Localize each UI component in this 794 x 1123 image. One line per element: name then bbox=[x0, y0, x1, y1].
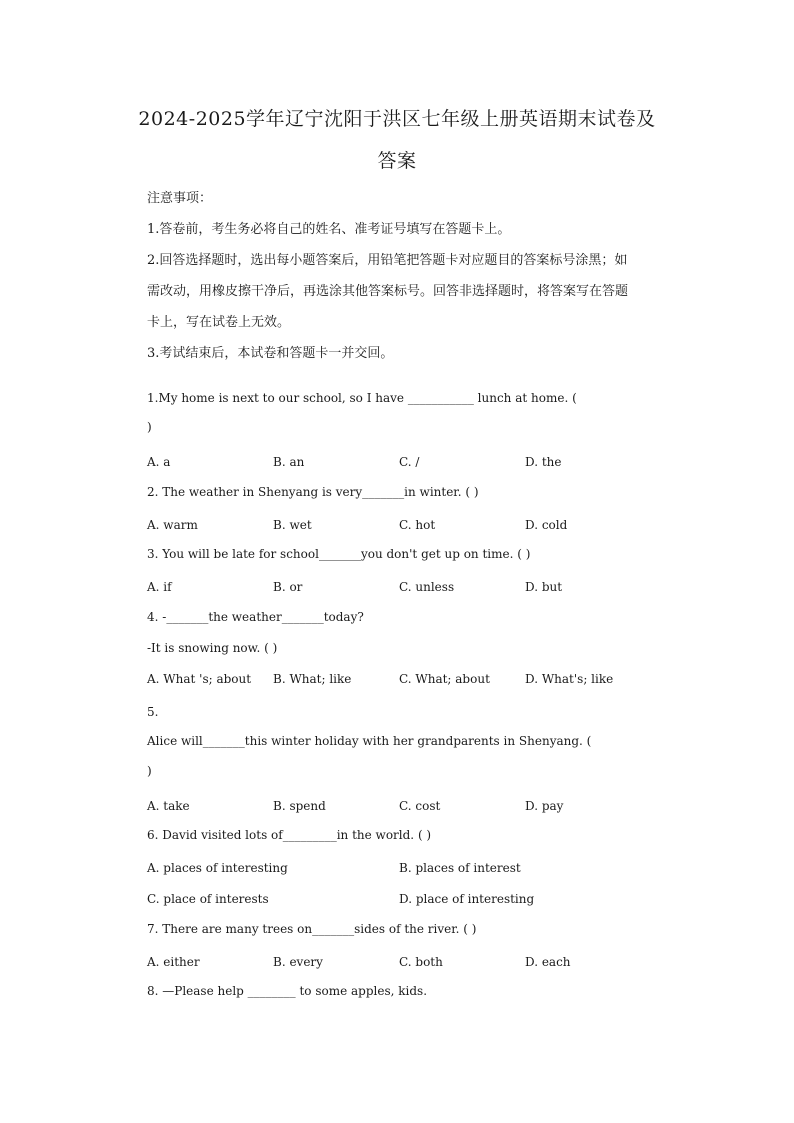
question-5-option-b: B. spend bbox=[273, 799, 326, 813]
question-3-stem: 3. You will be late for school_______you don't get up on time. ( ) bbox=[147, 547, 531, 561]
question-7-option-c: C. both bbox=[399, 955, 443, 969]
notes-item-1: 1.答卷前，考生务必将自己的姓名、准考证号填写在答题卡上。 bbox=[147, 222, 511, 237]
question-7-option-d: D. each bbox=[525, 955, 571, 969]
question-1-option-b: B. an bbox=[273, 455, 305, 469]
notes-item-2-line-2: 需改动，用橡皮擦干净后，再选涂其他答案标号。回答非选择题时，将答案写在答题 bbox=[147, 284, 629, 299]
notes-item-2-line-1: 2.回答选择题时，选出每小题答案后，用铅笔把答题卡对应题目的答案标号涂黑；如 bbox=[147, 253, 628, 268]
question-1-stem: 1.My home is next to our school, so I have ___________ lunch at home. ( bbox=[147, 391, 577, 405]
question-2-option-b: B. wet bbox=[273, 518, 312, 532]
question-6-option-c: C. place of interests bbox=[147, 892, 269, 906]
question-3-option-c: C. unless bbox=[399, 580, 455, 594]
question-4-option-b: B. What; like bbox=[273, 672, 352, 686]
notes-item-3: 3.考试结束后，本试卷和答题卡一并交回。 bbox=[147, 346, 394, 361]
question-6-option-b: B. places of interest bbox=[399, 861, 521, 875]
question-6-option-a: A. places of interesting bbox=[147, 861, 288, 875]
question-4-reply: -It is snowing now. ( ) bbox=[147, 641, 278, 655]
question-4-option-a: A. What 's; about bbox=[147, 672, 252, 686]
notes-heading: 注意事项： bbox=[147, 191, 213, 206]
question-7-option-a: A. either bbox=[147, 955, 200, 969]
question-2-option-d: D. cold bbox=[525, 518, 568, 532]
question-6-stem: 6. David visited lots of_________in the world. ( ) bbox=[147, 828, 432, 842]
question-3-option-a: A. if bbox=[147, 580, 172, 594]
question-2-option-c: C. hot bbox=[399, 518, 436, 532]
question-2-stem: 2. The weather in Shenyang is very_______in winter. ( ) bbox=[147, 485, 479, 499]
notes-item-2-line-3: 卡上，写在试卷上无效。 bbox=[147, 315, 291, 330]
question-4-option-c: C. What; about bbox=[399, 672, 490, 686]
document-title-line-2: 答案 bbox=[377, 150, 417, 172]
question-3-option-d: D. but bbox=[525, 580, 563, 594]
question-5-number: 5. bbox=[147, 705, 159, 719]
question-1-option-c: C. / bbox=[399, 455, 420, 469]
document-title-line-1: 2024-2025学年辽宁沈阳于洪区七年级上册英语期末试卷及 bbox=[138, 108, 656, 130]
question-5-stem-cont: ) bbox=[147, 764, 152, 778]
question-5-option-a: A. take bbox=[147, 799, 190, 813]
question-4-option-d: D. What's; like bbox=[525, 672, 614, 686]
question-2-option-a: A. warm bbox=[147, 518, 198, 532]
question-7-stem: 7. There are many trees on_______sides of the river. ( ) bbox=[147, 922, 477, 936]
question-5-option-c: C. cost bbox=[399, 799, 441, 813]
question-4-stem: 4. -_______the weather_______today? bbox=[147, 610, 364, 624]
question-5-stem: Alice will_______this winter holiday with her grandparents in Shenyang. ( bbox=[147, 734, 592, 748]
question-1-option-a: A. a bbox=[147, 455, 171, 469]
question-1-stem-cont: ) bbox=[147, 420, 152, 434]
question-6-option-d: D. place of interesting bbox=[399, 892, 535, 906]
question-8-stem: 8. —Please help ________ to some apples, kids. bbox=[147, 984, 428, 998]
question-1-option-d: D. the bbox=[525, 455, 562, 469]
question-3-option-b: B. or bbox=[273, 580, 303, 594]
question-7-option-b: B. every bbox=[273, 955, 323, 969]
question-5-option-d: D. pay bbox=[525, 799, 564, 813]
